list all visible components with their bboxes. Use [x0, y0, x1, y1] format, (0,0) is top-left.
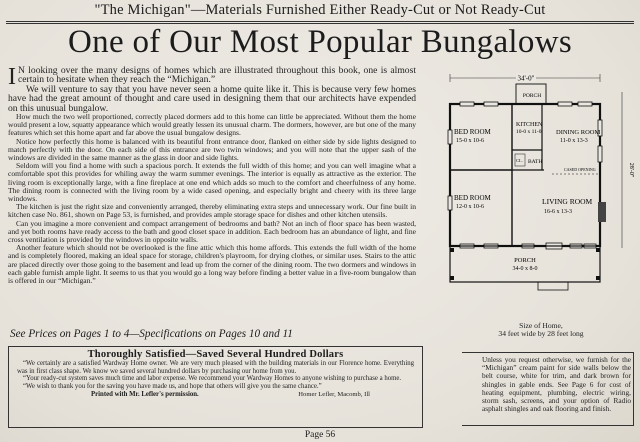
testimonial-paragraph-1: “We certainly are a satisfied Wardway Home owner. We are very much pleased with the building materials in our Florence home. Everything was in first class shape. We know we saved several hundred dollars by purchasing our home from you.: [17, 360, 414, 375]
living-room-size: 16-6 x 13-3: [544, 209, 572, 215]
porch-post: [450, 276, 454, 280]
page-number: Page 56: [304, 430, 336, 440]
overall-width-label: 34'-0": [517, 74, 535, 83]
dining-room-label: DINING ROOM: [556, 129, 601, 136]
fireplace: [598, 202, 606, 222]
kitchen-size: 10-0 x 11-0: [516, 129, 542, 135]
bedroom-2-label: BED ROOM: [454, 194, 491, 202]
testimonial-paragraph-3: “We wish to thank you for the saving you have made us, and hope that others will give you the same chance.”: [23, 382, 322, 390]
overall-depth-label: 28'-0": [628, 162, 634, 178]
testimonial-paragraph-2: “Your ready-cut system saves much time and labor expense. We recommend your Wardway Homes to anyone wishing to purchase a home.: [23, 375, 402, 383]
bedroom-1-size: 15-0 x 10-6: [456, 138, 484, 144]
intro-paragraph: [8, 66, 416, 90]
bath-label: BATH: [528, 159, 543, 165]
article-paragraph-6: Can you imagine a more convenient and compact arrangement of bedrooms and bath? Not an inch of floor space has been wasted, and yet both rooms have ready access to the bath and good closet space in addition. Each bedroom has an abundance of light, and fine cross ventilation is provided by the windows in opposite walls.: [8, 218, 416, 245]
bedroom-1-label: BED ROOM: [454, 128, 491, 136]
window: [578, 102, 592, 106]
page-title: One of Our Most Popular Bungalows: [68, 24, 572, 60]
cased-opening-label: CASED OPENING: [564, 167, 596, 172]
window: [448, 196, 452, 210]
porch-post: [596, 276, 600, 280]
porch-steps: [538, 282, 568, 290]
article-paragraph-5: The kitchen is just the right size and conveniently arranged, thereby eliminating extra steps and unnecessary work. Our fine built in kitchen case No. 861, shown on Page 53, is furnished, and provides ample storage space for dishes and other kitchen utensils.: [8, 202, 416, 220]
front-porch-label: PORCH: [514, 257, 536, 264]
article-paragraph-2: How much the two well proportioned, correctly placed dormers add to this home can little be appreciated. Without them the home would present a low, squatty appearance which would greatly lessen its unusual charm. The dormers, however, are but one of the many features which set this home apart and far above the usual bungalow designs.: [8, 112, 416, 138]
testimonial-signature: Homer Lefler, Macomb, Ill: [298, 391, 370, 399]
plan-caption-size: 34 feet wide by 28 feet long: [498, 329, 584, 339]
header-line: "The Michigan"—Materials Furnished Either Ready-Cut or Not Ready-Cut: [94, 2, 546, 18]
front-porch-outline: [450, 246, 600, 282]
bedroom-2-size: 12-0 x 10-6: [456, 204, 484, 210]
permission-note: Printed with Mr. Lefler's permission.: [91, 391, 199, 399]
kitchen-label: KITCHEN: [516, 122, 543, 128]
intro-text: N looking over the many designs of homes which are illustrated throughout this book, one is almost certain to hesitate when they reach the “Michigan.”: [18, 66, 416, 86]
window: [460, 102, 474, 106]
header-rule: [6, 21, 634, 22]
plan-caption: [476, 322, 606, 339]
testimonial-signature-row: [17, 391, 414, 398]
floor-plan: [424, 70, 634, 320]
article-paragraph-4: Seldom will you find a home with such a spacious porch. It extends the full width of this home; and you can well imagine what a comfortable spot this provides for whiling away the warm summer evenings. The interior is equally as attractive as the exterior. The living room is exceptionally large, with a fine fireplace at one end which adds so much to the comfort and cheerfulness of any home. The dining room is connected with the living room by a wide cased opening, and especially bright and cheery with its three large windows.: [8, 161, 416, 204]
article-paragraph-1: We will venture to say that you have never seen a home quite like it. This is because very few homes have had the great amount of thought and care used in designing them that our architects have expended on this unusual bungalow.: [8, 83, 416, 114]
testimonial-text: [17, 360, 414, 390]
rear-porch-label: PORCH: [522, 93, 542, 99]
testimonial-box: [8, 346, 423, 428]
see-prices-line: See Prices on Pages 1 to 4—Specifications on Pages 10 and 11: [10, 328, 293, 340]
porch-post: [596, 248, 600, 252]
window: [598, 146, 602, 162]
window: [448, 130, 452, 144]
plan-caption-title: Size of Home,: [519, 321, 563, 330]
drop-cap: I: [8, 66, 16, 90]
closet-label: CL.: [516, 158, 523, 163]
window: [558, 102, 572, 106]
porch-post: [450, 248, 454, 252]
living-room-label: LIVING ROOM: [542, 197, 593, 206]
paint-note-box: Unless you request otherwise, we furnish for the “Michigan” cream paint for side walls below the belt course, white for trim, and dark brown for shingles in gable ends. See Page 6 for cost of heating equipment, plumbing, electric wiring, storm sash, screens, and your option of Radio asphalt shingles and oak flooring and finish.: [462, 352, 634, 426]
dining-room-size: 11-0 x 13-3: [560, 138, 588, 144]
article-body: [8, 66, 416, 346]
article-paragraph-7: Another feature which should not be overlooked is the fine attic which this home affords. This extends the full width of the home and is completely floored, making an ideal space for storage, children's playroom, for drying clothes, or similar uses. Stairs to the attic are placed directly over those going to the basement and lead up from the corner of the dining room. The two dormers and windows in each gable furnish ample light. It seems to us that you would go a long way before finding a better value in a five-room bungalow than is offered in our “Michigan.”: [8, 243, 416, 286]
window: [484, 102, 498, 106]
article-paragraph-3: Notice how perfectly this home is balanced with its beautiful front entrance door, flanked on either side by side lights designed to match perfectly with the door. On each side of this entrance are two twin windows; and you will note that the upper sash of the windows are divided in the same manner as the glass in door and side lights.: [8, 136, 416, 163]
front-porch-size: 34-0 x 8-0: [512, 266, 538, 272]
testimonial-title: Thoroughly Satisfied—Saved Several Hundred Dollars: [87, 349, 344, 360]
